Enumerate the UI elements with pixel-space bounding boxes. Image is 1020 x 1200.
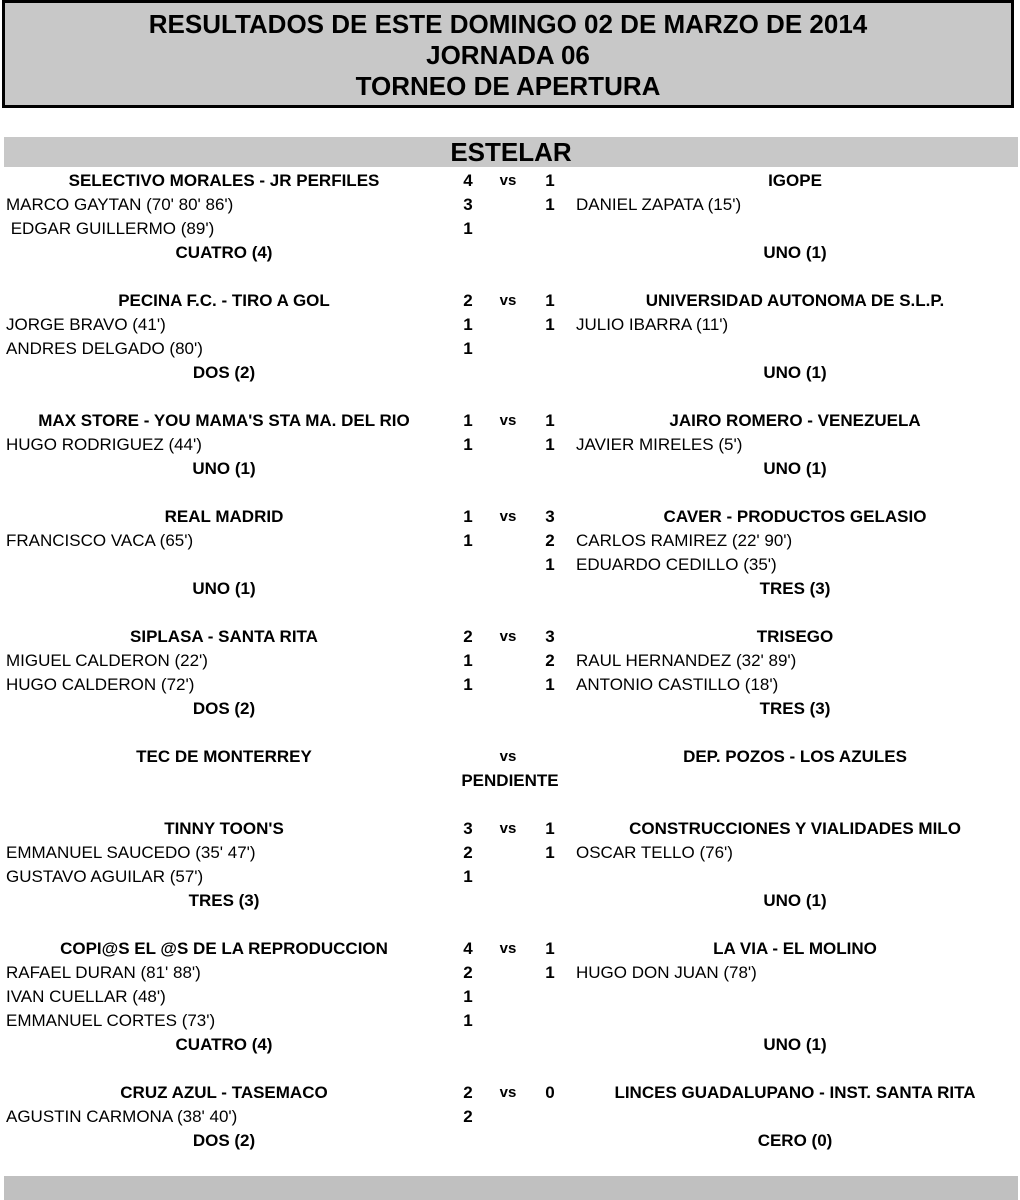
scorer-row [0,649,1020,673]
away-score: 1 [545,171,555,190]
vs-label: vs [499,940,517,957]
match-block [0,937,1020,1081]
home-scorer-goals: 2 [463,1107,473,1126]
away-score: 3 [545,627,555,646]
home-score: 2 [463,1083,473,1102]
scorer-row [0,961,1020,985]
vs-label: vs [499,412,517,429]
away-scorer-goals: 1 [545,843,555,862]
scorer-row [0,217,1020,241]
home-scorer-name: EMMANUEL SAUCEDO (35' 47') [6,843,256,862]
home-team: SIPLASA - SANTA RITA [130,627,318,646]
home-total: UNO (1) [192,579,256,598]
vs-label: vs [499,1084,517,1101]
totals-row [0,577,1020,601]
away-team: CONSTRUCCIONES Y VIALIDADES MILO [629,819,961,838]
away-score: 3 [545,507,555,526]
home-scorer-goals: 1 [463,435,473,454]
home-total: UNO (1) [192,459,256,478]
home-scorer-goals: 1 [463,987,473,1006]
vs-label: vs [499,820,517,837]
home-score: 4 [463,939,473,958]
home-team: TEC DE MONTERREY [136,747,312,766]
scorer-row [0,841,1020,865]
home-scorer-goals: 2 [463,843,473,862]
home-scorer-goals: 1 [463,675,473,694]
home-scorer-name: MIGUEL CALDERON (22') [6,651,208,670]
match-block [0,505,1020,625]
totals-row [0,1129,1020,1153]
header-title: RESULTADOS DE ESTE DOMINGO 02 DE MARZO DE 2014 [148,9,868,39]
scorer-row [0,553,1020,577]
away-score: 0 [545,1083,555,1102]
match-header-row [0,625,1020,649]
home-scorer-name: RAFAEL DURAN (81' 88') [6,963,201,982]
away-scorer-name: ANTONIO CASTILLO (18') [576,675,779,694]
footer-bar [4,1176,1018,1200]
totals-row [0,241,1020,265]
away-scorer-goals: 1 [545,555,555,574]
away-scorer-name: OSCAR TELLO (76') [576,843,733,862]
scorer-row [0,1009,1020,1033]
matches-list [0,169,1020,1153]
header-matchday: JORNADA 06 [426,40,590,70]
home-scorer-name: JORGE BRAVO (41') [6,315,166,334]
home-scorer-name: EMMANUEL CORTES (73') [6,1011,216,1030]
away-scorer-name: HUGO DON JUAN (78') [576,963,757,982]
home-scorer-name: AGUSTIN CARMONA (38' 40') [6,1107,238,1126]
totals-row [0,889,1020,913]
scorer-row [0,433,1020,457]
scorer-row [0,985,1020,1009]
match-header-row [0,745,1020,769]
away-team: LINCES GUADALUPANO - INST. SANTA RITA [614,1083,976,1102]
home-scorer-goals: 1 [463,1011,473,1030]
home-scorer-goals: 2 [463,963,473,982]
match-block [0,745,1020,817]
away-scorer-name: CARLOS RAMIREZ (22' 90') [576,531,793,550]
home-scorer-name: HUGO RODRIGUEZ (44') [6,435,202,454]
home-total: TRES (3) [188,891,260,910]
match-header-row [0,289,1020,313]
home-score: 3 [463,819,473,838]
home-score: 4 [463,171,473,190]
away-total: UNO (1) [763,243,827,262]
match-block [0,1081,1020,1153]
totals-row [0,1033,1020,1057]
away-total: CERO (0) [757,1131,833,1150]
away-scorer-name: EDUARDO CEDILLO (35') [576,555,777,574]
totals-row [0,361,1020,385]
match-block [0,169,1020,289]
home-total: DOS (2) [192,699,256,718]
home-team: MAX STORE - YOU MAMA'S STA MA. DEL RIO [38,411,410,430]
match-header-row [0,937,1020,961]
away-score: 1 [545,819,555,838]
home-scorer-goals: 3 [463,195,473,214]
results-header [2,0,1014,108]
home-team: SELECTIVO MORALES - JR PERFILES [68,171,380,190]
match-block [0,817,1020,937]
away-score: 1 [545,939,555,958]
away-scorer-name: JULIO IBARRA (11') [576,315,729,334]
home-score: 1 [463,507,473,526]
vs-label: vs [499,172,517,189]
home-team: PECINA F.C. - TIRO A GOL [118,291,330,310]
vs-label: vs [499,292,517,309]
vs-label: vs [499,748,517,765]
home-scorer-goals: 1 [463,651,473,670]
totals-row [0,457,1020,481]
home-scorer-goals: 1 [463,867,473,886]
scorer-row [0,313,1020,337]
away-scorer-goals: 1 [545,315,555,334]
home-scorer-goals: 1 [463,531,473,550]
home-scorer-name: ANDRES DELGADO (80') [6,339,203,358]
scorer-row [0,865,1020,889]
away-scorer-goals: 1 [545,435,555,454]
scorer-row [0,337,1020,361]
header-tournament: TORNEO DE APERTURA [355,71,661,101]
away-total: UNO (1) [763,1035,827,1054]
match-block [0,289,1020,409]
away-total: UNO (1) [763,891,827,910]
away-team: LA VIA - EL MOLINO [713,939,877,958]
home-score: 2 [463,291,473,310]
vs-label: vs [499,628,517,645]
home-team: CRUZ AZUL - TASEMACO [120,1083,328,1102]
away-scorer-goals: 2 [545,651,555,670]
home-scorer-goals: 1 [463,339,473,358]
away-scorer-name: DANIEL ZAPATA (15') [576,195,742,214]
away-scorer-goals: 1 [545,195,555,214]
match-block [0,409,1020,505]
match-header-row [0,1081,1020,1105]
match-status: PENDIENTE [461,771,559,790]
home-scorer-name: EDGAR GUILLERMO (89') [6,219,215,238]
away-team: TRISEGO [756,627,834,646]
home-total: CUATRO (4) [175,1035,273,1054]
totals-row [0,697,1020,721]
match-header-row [0,409,1020,433]
away-team: IGOPE [768,171,822,190]
away-score: 1 [545,291,555,310]
away-team: JAIRO ROMERO - VENEZUELA [669,411,921,430]
away-team: UNIVERSIDAD AUTONOMA DE S.L.P. [645,291,945,310]
away-scorer-name: RAUL HERNANDEZ (32' 89') [576,651,797,670]
away-scorer-goals: 1 [545,675,555,694]
match-block [0,625,1020,745]
scorer-row [0,529,1020,553]
match-header-row [0,169,1020,193]
home-team: COPI@S EL @S DE LA REPRODUCCION [60,939,388,958]
home-scorer-name: GUSTAVO AGUILAR (57') [6,867,204,886]
vs-label: vs [499,508,517,525]
home-scorer-name: FRANCISCO VACA (65') [6,531,194,550]
home-scorer-name: HUGO CALDERON (72') [6,675,195,694]
home-score: 1 [463,411,473,430]
home-scorer-name: MARCO GAYTAN (70' 80' 86') [6,195,234,214]
home-total: DOS (2) [192,1131,256,1150]
away-total: UNO (1) [763,459,827,478]
status-row [0,769,1020,793]
section-title: ESTELAR [4,137,1018,167]
away-team: DEP. POZOS - LOS AZULES [683,747,907,766]
away-score: 1 [545,411,555,430]
home-team: TINNY TOON'S [164,819,284,838]
away-team: CAVER - PRODUCTOS GELASIO [663,507,927,526]
scorer-row [0,673,1020,697]
home-scorer-goals: 1 [463,315,473,334]
home-scorer-goals: 1 [463,219,473,238]
scorer-row [0,193,1020,217]
home-team: REAL MADRID [164,507,284,526]
match-header-row [0,817,1020,841]
match-header-row [0,505,1020,529]
home-total: DOS (2) [192,363,256,382]
away-scorer-name: JAVIER MIRELES (5') [576,435,743,454]
away-total: UNO (1) [763,363,827,382]
away-total: TRES (3) [759,579,831,598]
scorer-row [0,1105,1020,1129]
home-scorer-name: IVAN CUELLAR (48') [6,987,166,1006]
home-score: 2 [463,627,473,646]
home-total: CUATRO (4) [175,243,273,262]
away-total: TRES (3) [759,699,831,718]
away-scorer-goals: 2 [545,531,555,550]
away-scorer-goals: 1 [545,963,555,982]
